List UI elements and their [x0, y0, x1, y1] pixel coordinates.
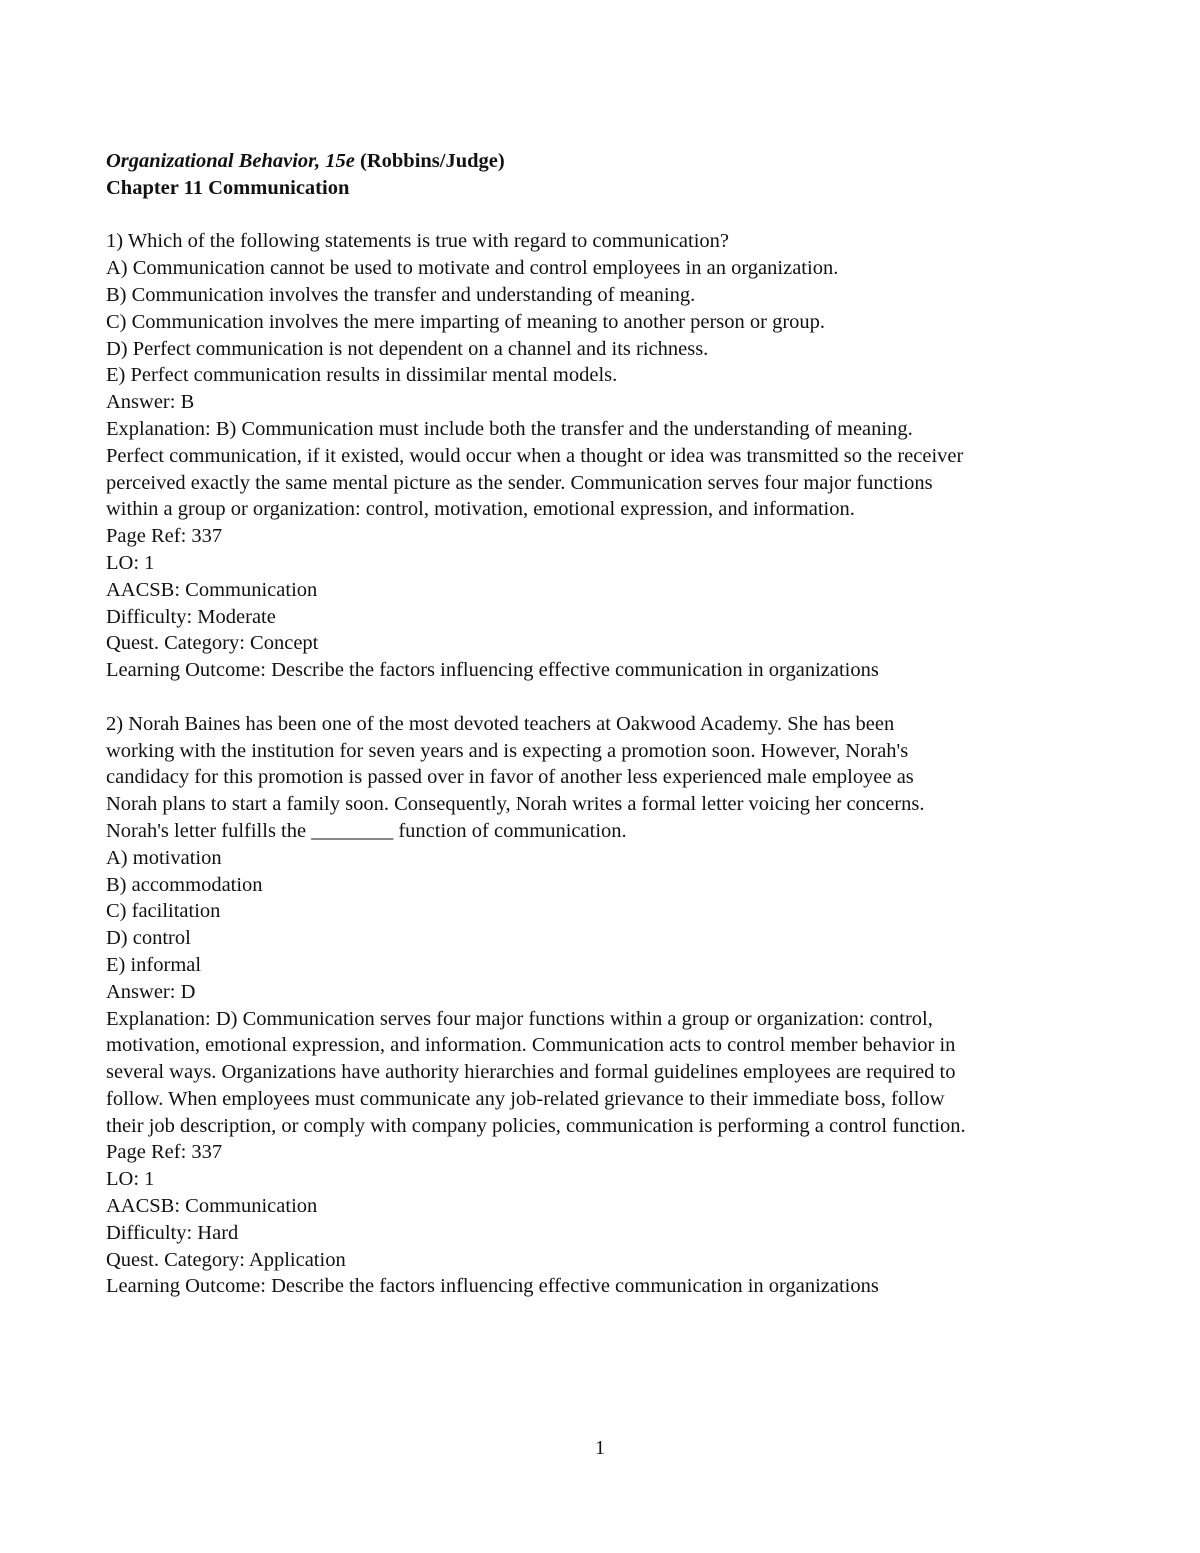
explanation-line: perceived exactly the same mental picture as the sender. Communication serves four major functions [106, 471, 933, 494]
explanation-line: Explanation: B) Communication must include both the transfer and the understanding of meaning. [106, 417, 913, 440]
page-ref: Page Ref: 337 [106, 1141, 223, 1164]
explanation-line: within a group or organization: control, motivation, emotional expression, and information. [106, 498, 855, 521]
answer-option: C) facilitation [106, 900, 221, 923]
explanation-line: their job description, or comply with company policies, communication is performing a control function. [106, 1114, 966, 1137]
difficulty: Difficulty: Hard [106, 1221, 239, 1244]
question-stem: Norah plans to start a family soon. Consequently, Norah writes a formal letter voicing her concerns. [106, 793, 925, 816]
explanation-line: motivation, emotional expression, and information. Communication acts to control member behavior in [106, 1034, 956, 1057]
learning-objective: LO: 1 [106, 551, 155, 574]
question-stem: working with the institution for seven years and is expecting a promotion soon. However, Norah's [106, 739, 909, 762]
explanation-line: several ways. Organizations have authority hierarchies and formal guidelines employees are required to [106, 1061, 956, 1084]
page-ref: Page Ref: 337 [106, 525, 223, 548]
page-number: 1 [595, 1437, 605, 1459]
book-title: Organizational Behavior, 15e [106, 150, 355, 172]
document-page [106, 148, 1106, 1300]
question-category: Quest. Category: Concept [106, 632, 319, 655]
answer-key: Answer: D [106, 980, 196, 1003]
learning-objective: LO: 1 [106, 1168, 155, 1191]
answer-option: D) Perfect communication is not dependent on a channel and its richness. [106, 337, 709, 360]
answer-key: Answer: B [106, 391, 195, 414]
document-title [106, 148, 1106, 175]
answer-option: E) Perfect communication results in dissimilar mental models. [106, 364, 618, 387]
book-authors: (Robbins/Judge) [354, 150, 505, 172]
learning-outcome: Learning Outcome: Describe the factors influencing effective communication in organizations [106, 659, 879, 682]
spacer [106, 684, 1106, 711]
question-stem: 1) Which of the following statements is true with regard to communication? [106, 230, 730, 253]
spacer [106, 202, 1106, 229]
answer-option: B) Communication involves the transfer and understanding of meaning. [106, 283, 696, 306]
difficulty: Difficulty: Moderate [106, 605, 276, 628]
answer-option: B) accommodation [106, 873, 263, 896]
aacsb: AACSB: Communication [106, 1195, 318, 1218]
question-category: Quest. Category: Application [106, 1248, 346, 1271]
question-stem: Norah's letter fulfills the ________ function of communication. [106, 819, 627, 842]
question-stem: 2) Norah Baines has been one of the most devoted teachers at Oakwood Academy. She has been [106, 712, 895, 735]
answer-option: A) Communication cannot be used to motivate and control employees in an organization. [106, 257, 839, 280]
answer-option: D) control [106, 927, 191, 950]
explanation-line: follow. When employees must communicate any job-related grievance to their immediate boss, follow [106, 1087, 945, 1110]
answer-option: E) informal [106, 953, 202, 976]
answer-option: A) motivation [106, 846, 222, 869]
explanation-line: Perfect communication, if it existed, would occur when a thought or idea was transmitted so the receiver [106, 444, 964, 467]
explanation-line: Explanation: D) Communication serves four major functions within a group or organization: control, [106, 1007, 933, 1030]
answer-option: C) Communication involves the mere imparting of meaning to another person or group. [106, 310, 826, 333]
aacsb: AACSB: Communication [106, 578, 318, 601]
question-2 [106, 711, 1106, 1301]
question-stem: candidacy for this promotion is passed over in favor of another less experienced male employee as [106, 766, 914, 789]
chapter-heading: Chapter 11 Communication [106, 176, 350, 199]
question-1 [106, 228, 1106, 684]
learning-outcome: Learning Outcome: Describe the factors influencing effective communication in organizations [106, 1275, 879, 1298]
